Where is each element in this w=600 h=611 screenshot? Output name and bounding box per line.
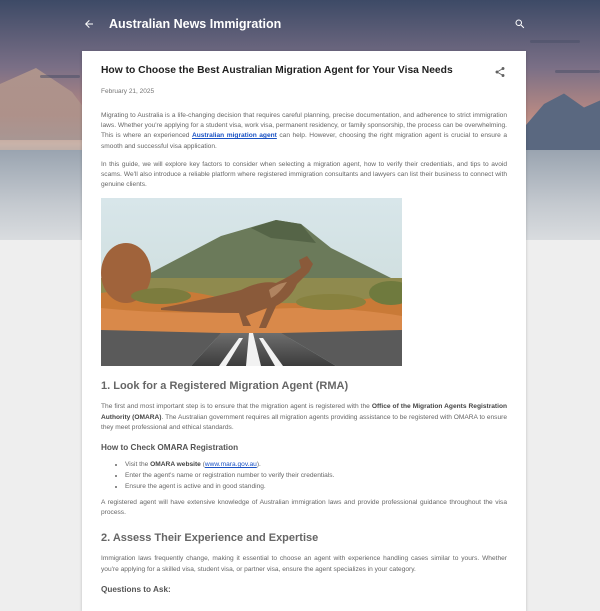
section-2-heading: 2. Assess Their Experience and Expertise xyxy=(101,532,319,545)
list-item: • Enter the agent's name or registration number to verify their credentials. xyxy=(125,470,507,481)
section-1-heading: 1. Look for a Registered Migration Agent (RMA) xyxy=(101,380,349,393)
section-1-closing: A registered agent will have extensive knowledge of Australian immigration laws and provide professional guidance throughout the visa process. xyxy=(101,499,507,517)
omara-website-label: OMARA website xyxy=(150,461,201,469)
migration-agent-link[interactable]: Australian migration agent xyxy=(191,132,277,140)
omara-steps-list xyxy=(101,459,507,492)
section-1-paragraph xyxy=(101,402,507,433)
intro-text: Migrating to Australia is a life-changing decision that requires careful planning, precise documentation, and adherence to strict immigration laws. Whether you're applying for a student visa, work visa, permanent residency, or family sponsorship, the process can be overwhelming. This is where an experienced xyxy=(101,112,507,140)
arrow-back-icon[interactable] xyxy=(82,17,96,31)
blog-title[interactable]: Australian News Immigration xyxy=(109,17,282,31)
list-item: • Ensure the agent is active and in good standing. xyxy=(125,481,507,492)
kangaroo-road-image xyxy=(101,198,402,366)
section-2-paragraph: Immigration laws frequently change, making it essential to choose an agent with experience handling cases similar to yours. Whether you're applying for a skilled visa, student visa, or partner visa, ensure the agent specializes in your category. xyxy=(101,555,507,573)
share-icon[interactable] xyxy=(494,65,506,77)
intro-text: can help. However, choosing the right migration agent is crucial to ensure a smooth and successful visa application. xyxy=(101,132,507,150)
post-body xyxy=(101,111,507,601)
list-item xyxy=(125,459,507,470)
background-mountain-left xyxy=(0,60,90,140)
post-title: How to Choose the Best Australian Migration Agent for Your Visa Needs xyxy=(101,65,453,76)
mara-website-link[interactable]: www.mara.gov.au xyxy=(204,461,257,469)
post-date: February 21, 2025 xyxy=(101,88,155,95)
section-1-text: The first and most important step is to ensure that the migration agent is registered with the xyxy=(101,403,372,411)
subheading-check-omara: How to Check OMARA Registration xyxy=(101,443,239,453)
background-cloud-streak xyxy=(555,70,600,73)
list-text: Visit the xyxy=(125,461,151,469)
section-1-text: . The Australian government requires all migration agents providing assistance to be registered with OMARA to ensure they meet professional and ethical standards. xyxy=(101,413,507,431)
list-text: ( xyxy=(200,461,205,469)
intro-paragraph-2: In this guide, we will explore key factors to consider when selecting a migration agent, how to verify their credentials, and tips to avoid scams. We'll also introduce a reliable platform where registered immigration consultants and lawyers can list their business to connect with genuine clients. xyxy=(101,160,507,189)
intro-paragraph xyxy=(101,111,507,152)
search-icon[interactable] xyxy=(514,17,528,31)
top-bar xyxy=(82,12,528,36)
subheading-questions: Questions to Ask: xyxy=(101,584,171,594)
omara-name: Office of the Migration Agents Registration Authority (OMARA) xyxy=(101,403,508,421)
background-cloud-streak xyxy=(40,75,80,78)
post-card xyxy=(82,51,526,611)
background-cloud-streak xyxy=(530,40,580,43)
list-text: ). xyxy=(256,461,261,469)
